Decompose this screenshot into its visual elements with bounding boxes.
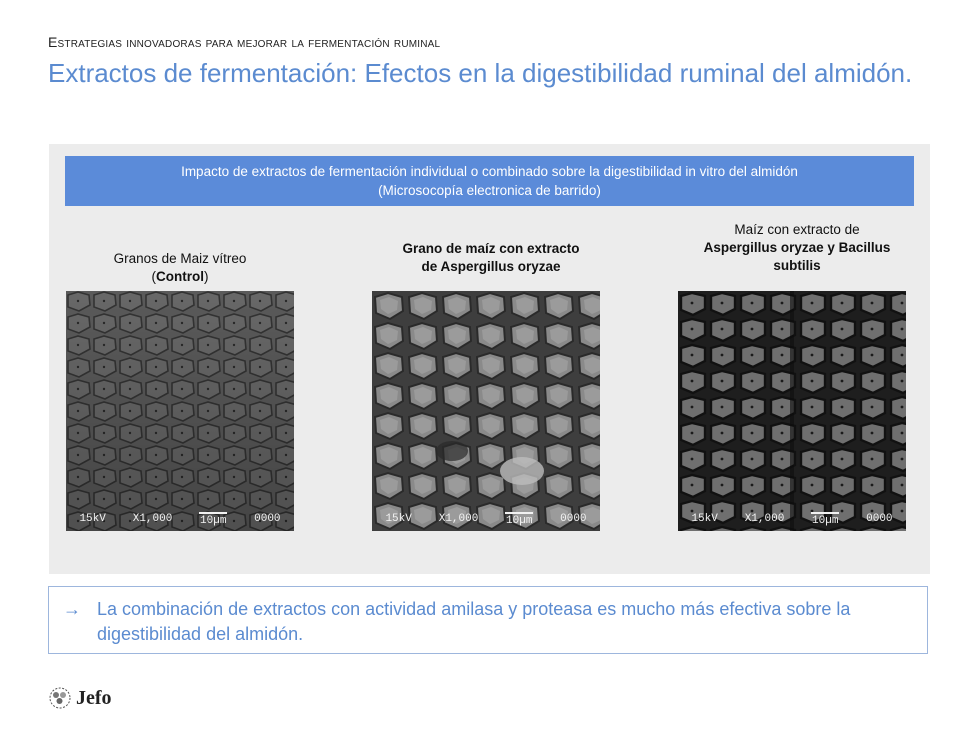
caption-aspergillus	[367, 240, 615, 276]
slide-title: Extractos de fermentación: Efectos en la digestibilidad ruminal del almidón.	[48, 58, 913, 88]
caption-aspergillus-line1: Grano de maíz con extracto	[402, 241, 580, 256]
caption-control-line1: Granos de Maiz vítreo	[113, 251, 247, 266]
sem-code: 0000	[866, 513, 893, 525]
sem-scale-bar: 10µm	[811, 512, 839, 527]
sem-info-bar	[678, 507, 906, 531]
caption-control	[66, 250, 294, 286]
sem-magnification: X1,000	[132, 513, 173, 525]
arrow-right-icon: →	[63, 599, 81, 619]
sem-info-bar	[66, 507, 294, 531]
sem-scale-bar: 10µm	[199, 512, 227, 527]
caption-aspergillus-line2: de Aspergillus oryzae	[421, 259, 561, 274]
sem-code: 0000	[560, 513, 587, 525]
sem-image-control	[66, 291, 294, 531]
logo-emblem-icon	[48, 686, 72, 710]
sem-magnification: X1,000	[744, 513, 785, 525]
sem-voltage: 15kV	[79, 513, 106, 525]
conclusion-box	[48, 586, 928, 654]
caption-control-line2: (Control)	[151, 269, 209, 284]
caption-combined	[673, 221, 921, 275]
sem-image-combined	[678, 291, 906, 531]
sem-code: 0000	[254, 513, 281, 525]
caption-combined-line3: subtilis	[773, 258, 821, 273]
company-logo	[48, 684, 112, 712]
sem-texture-control	[66, 291, 294, 531]
sem-scale-bar: 10µm	[505, 512, 533, 527]
logo-wordmark: Jefo	[76, 686, 112, 709]
sem-texture-aspergillus	[372, 291, 600, 531]
sem-voltage: 15kV	[691, 513, 718, 525]
sem-image-aspergillus	[372, 291, 600, 531]
sem-magnification: X1,000	[438, 513, 479, 525]
caption-combined-line2: Aspergillus oryzae y Bacillus	[703, 240, 891, 255]
conclusion-text: La combinación de extractos con actividad amilasa y proteasa es mucho más efectiva sobre la digestibilidad del almidón.	[97, 599, 851, 644]
banner-line-1: Impacto de extractos de fermentación individual o combinado sobre la digestibilidad in vitro del almidón	[181, 164, 798, 179]
sem-texture-combined	[678, 291, 906, 531]
caption-combined-line1: Maíz con extracto de	[734, 222, 860, 237]
section-kicker: Estrategias innovadoras para mejorar la fermentación ruminal	[48, 34, 441, 50]
panel-banner	[65, 156, 914, 206]
sem-info-bar	[372, 507, 600, 531]
banner-line-2: (Microsocopía electronica de barrido)	[378, 183, 601, 198]
content-panel	[49, 144, 930, 574]
sem-voltage: 15kV	[385, 513, 412, 525]
